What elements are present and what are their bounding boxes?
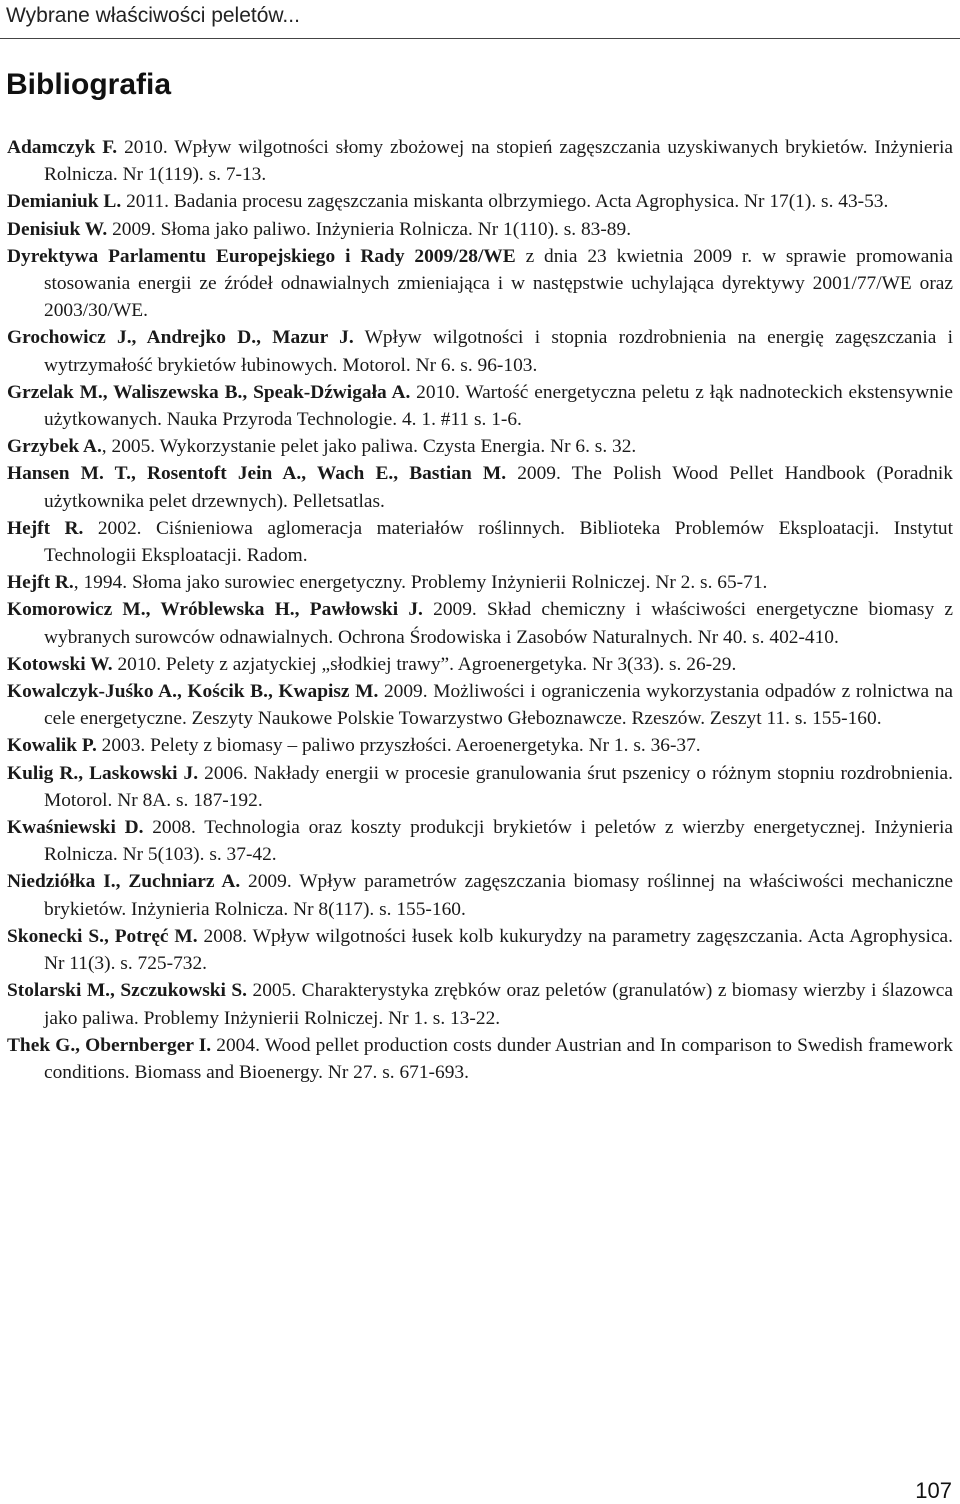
entry-details: 2010. Pelety z azjatyckiej „słodkiej trawy”. Agroenergetyka. Nr 3(33). s. 26-29.	[112, 653, 737, 675]
entry-details: 2010. Wpływ wilgotności słomy zbożowej na stopień zagęszczania uzyskiwanych brykietów. Inżynieria Rolnicza. Nr 1(119). s. 7-13.	[44, 137, 953, 186]
entry-authors: Hejft R.	[7, 572, 74, 594]
entry-authors: Kowalik P.	[7, 735, 97, 757]
bibliography-entry	[7, 216, 953, 243]
bibliography-list	[7, 134, 953, 1086]
running-header: Wybrane właściwości peletów...	[6, 4, 300, 27]
entry-authors: Hansen M. T., Rosentoft Jein A., Wach E., Bastian M.	[7, 463, 507, 485]
entry-authors: Adamczyk F.	[7, 137, 118, 158]
entry-details: z dnia 23 kwietnia 2009 r. w sprawie promowania stosowania energii ze źródeł odnawialnych zmieniająca i w następstwie uchylająca dyrektywy 2001/77/WE oraz 2003/30/WE.	[44, 245, 953, 322]
entry-authors: Komorowicz M., Wróblewska H., Pawłowski J.	[7, 599, 423, 621]
bibliography-entry	[7, 243, 953, 325]
entry-details: 2009. Możliwości i ograniczenia wykorzystania odpadów z rolnictwa na cele energetyczne. Zeszyty Naukowe Polskie Towarzystwo Głeboznawcze. Rzeszów. Zeszyt 11. s. 155-160.	[44, 681, 953, 730]
entry-authors: Demianiuk L.	[7, 191, 122, 213]
entry-authors: Kowalczyk-Juśko A., Kościk B., Kwapisz M.	[7, 681, 379, 703]
bibliography-entry	[7, 732, 953, 759]
entry-details: 2008. Technologia oraz koszty produkcji brykietów i peletów z wierzby energetycznej. Inżynieria Rolnicza. Nr 5(103). s. 37-42.	[44, 817, 953, 866]
entry-authors: Dyrektywa Parlamentu Europejskiego i Rady 2009/28/WE	[7, 245, 516, 267]
section-title: Bibliografia	[6, 68, 172, 101]
header-rule	[0, 38, 960, 39]
entry-details: 2009. Słoma jako paliwo. Inżynieria Rolnicza. Nr 1(110). s. 83-89.	[107, 218, 632, 240]
entry-authors: Grochowicz J., Andrejko D., Mazur J.	[7, 327, 354, 349]
bibliography-entry	[7, 569, 953, 596]
page-number: 107	[915, 1478, 952, 1503]
entry-authors: Grzelak M., Waliszewska B., Speak-Dźwigała A.	[7, 381, 411, 403]
entry-details: 2005. Charakterystyka zrębków oraz peletów (granulatów) z biomasy wierzby i ślazowca jako paliwa. Problemy Inżynierii Rolniczej. Nr 1. s. 13-22.	[44, 980, 954, 1029]
entry-details: , 1994. Słoma jako surowiec energetyczny. Problemy Inżynierii Rolniczej. Nr 2. s. 65-71.	[73, 572, 768, 594]
entry-authors: Thek G., Obernberger I.	[7, 1034, 212, 1056]
entry-authors: Denisiuk W.	[7, 218, 108, 240]
entry-details: Wpływ wilgotności i stopnia rozdrobnienia na energię zagęszczania i wytrzymałość brykietów łubinowych. Motorol. Nr 6. s. 96-103.	[44, 327, 953, 376]
bibliography-entry	[7, 134, 953, 188]
bibliography-entry	[7, 1032, 953, 1086]
bibliography-entry	[7, 324, 953, 378]
entry-authors: Stolarski M., Szczukowski S.	[7, 980, 248, 1002]
entry-authors: Grzybek A.	[7, 436, 102, 458]
bibliography-entry	[7, 188, 953, 215]
entry-details: 2003. Pelety z biomasy – paliwo przyszłości. Aeroenergetyka. Nr 1. s. 36-37.	[96, 735, 701, 757]
entry-details: 2009. Wpływ parametrów zagęszczania biomasy roślinnej na właściwości mechaniczne brykietów. Inżynieria Rolnicza. Nr 8(117). s. 155-160.	[44, 871, 953, 920]
bibliography-entry	[7, 596, 953, 650]
bibliography-entry	[7, 433, 953, 460]
entry-authors: Kulig R., Laskowski J.	[7, 762, 199, 784]
bibliography-entry	[7, 760, 953, 814]
entry-authors: Kotowski W.	[7, 653, 113, 675]
bibliography-entry	[7, 678, 953, 732]
entry-details: 2010. Wartość energetyczna peletu z łąk nadnoteckich ekstensywnie użytkowanych. Nauka Przyroda Technologie. 4. 1. #11 s. 1-6.	[44, 381, 953, 431]
bibliography-entry	[7, 868, 953, 922]
bibliography-entry	[7, 977, 953, 1031]
entry-details: 2002. Ciśnieniowa aglomeracja materiałów roślinnych. Biblioteka Problemów Eksploatacji. Instytut Technologii Eksploatacji. Radom.	[44, 517, 953, 567]
bibliography-entry	[7, 814, 953, 868]
entry-details: 2008. Wpływ wilgotności łusek kolb kukurydzy na parametry zagęszczania. Acta Agrophysica. Nr 11(3). s. 725-732.	[44, 925, 954, 975]
entry-details: 2006. Nakłady energii w procesie granulowania śrut pszenicy o różnym stopniu rozdrobnienia. Motorol. Nr 8A. s. 187-192.	[44, 762, 953, 811]
bibliography-entry	[7, 460, 953, 514]
entry-authors: Skonecki S., Potręć M.	[7, 925, 198, 947]
entry-authors: Niedziółka I., Zuchniarz A.	[7, 871, 241, 893]
bibliography-entry	[7, 379, 953, 433]
bibliography-entry	[7, 923, 953, 977]
entry-authors: Kwaśniewski D.	[7, 817, 144, 839]
entry-details: 2004. Wood pellet production costs dunder Austrian and In comparison to Swedish framework conditions. Biomass and Bioenergy. Nr 27. s. 671-693.	[44, 1034, 954, 1083]
entry-details: , 2005. Wykorzystanie pelet jako paliwa. Czysta Energia. Nr 6. s. 32.	[101, 436, 637, 458]
entry-authors: Hejft R.	[7, 517, 84, 539]
entry-details: 2009. The Polish Wood Pellet Handbook (Poradnik użytkownika pelet drzewnych). Pelletsatlas.	[44, 463, 953, 512]
entry-details: 2011. Badania procesu zagęszczania miskanta olbrzymiego. Acta Agrophysica. Nr 17(1). s. 43-53.	[121, 191, 889, 213]
bibliography-entry	[7, 515, 953, 569]
bibliography-entry	[7, 651, 953, 678]
entry-details: 2009. Skład chemiczny i właściwości energetyczne biomasy z wybranych surowców odnawialnych. Ochrona Środowiska i Zasobów Naturalnych. Nr 40. s. 402-410.	[44, 599, 954, 648]
